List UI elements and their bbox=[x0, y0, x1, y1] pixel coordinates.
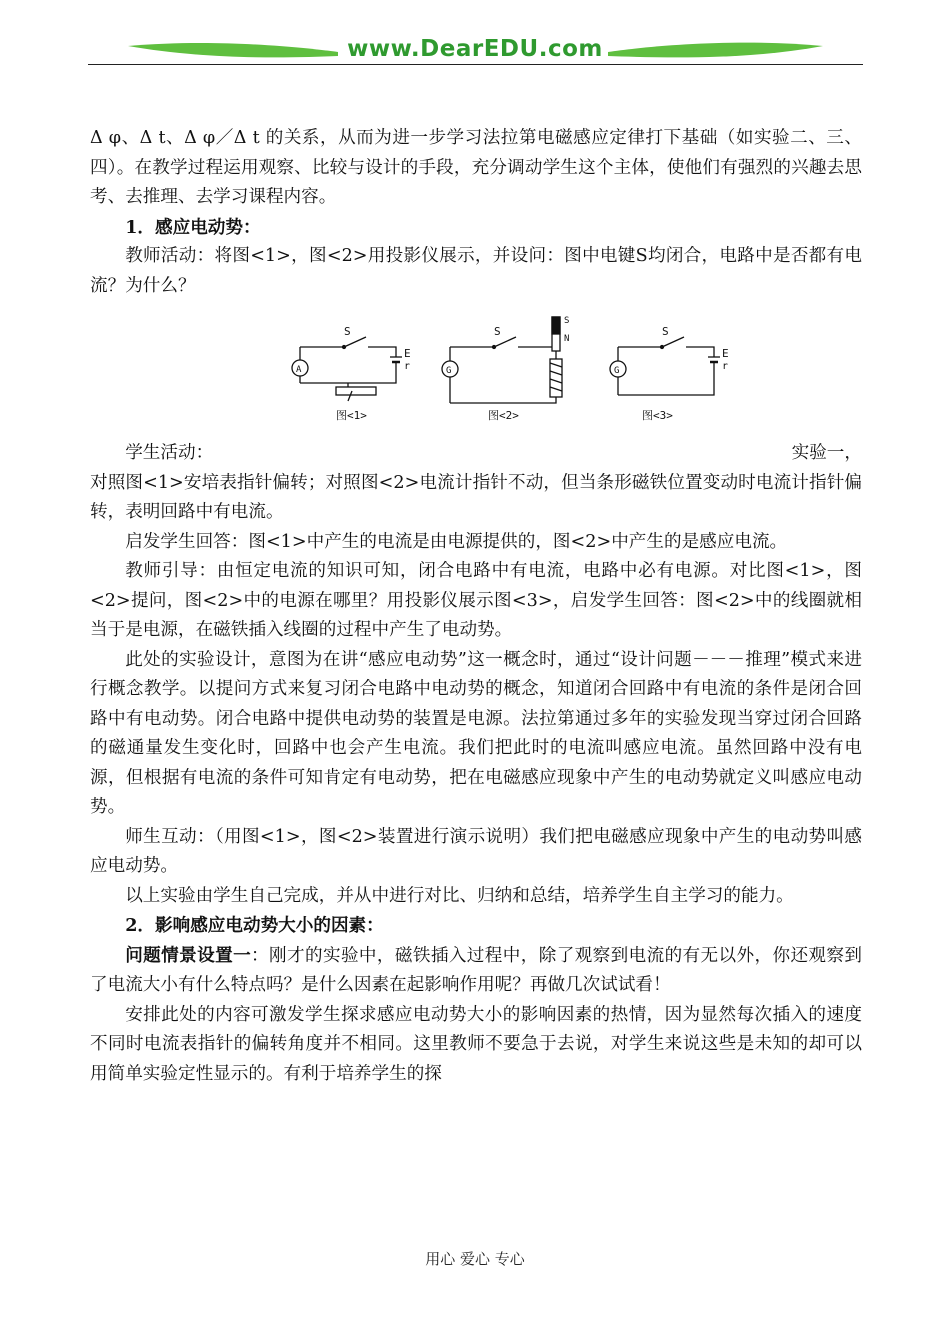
paragraph-teacher-guide: 教师引导：由恒定电流的知识可知，闭合电路中有电流，电路中必有电源。对比图<1>，图<2>提问，图<2>中的电源在哪里？用投影仪展示图<3>，启发学生回答：图<2>中的线圈就相当于是电源，在磁铁插入线圈的过程中产生了电动势。 bbox=[90, 561, 862, 640]
figure-3 bbox=[610, 325, 729, 422]
paragraph-intro: Δ φ、Δ t、Δ φ／Δ t 的关系，从而为进一步学习法拉第电磁感应定律打下基础（如实验二、三、四）。在教学过程运用观察、比较与设计的手段，充分调动学生这个主体，使他们有强烈的兴趣去思考、去推理、去学习课程内容。 bbox=[90, 128, 862, 207]
page-header bbox=[0, 0, 950, 80]
header-rule bbox=[88, 64, 863, 65]
figure-2 bbox=[442, 316, 569, 422]
fig1-caption: 图<1> bbox=[336, 409, 367, 422]
page-footer: 用心 爱心 专心 bbox=[425, 1250, 525, 1268]
document-body bbox=[90, 124, 862, 1089]
paragraph-design-intent: 此处的实验设计，意图为在讲“感应电动势”这一概念时，通过“设计问题－－－推理”模式来进行概念教学。以提问方式来复习闭合电路中电动势的概念，知道闭合回路中有电流的条件是闭合回路中有电动势。闭合电路中提供电动势的装置是电源。法拉第通过多年的实验发现当穿过闭合回路的磁通量发生变化时，回路中也会产生电流。我们把此时的电流叫感应电流。虽然回路中没有电源，但根据有电流的条件可知肯定有电动势，把在电磁感应现象中产生的电动势就定义叫感应电动势。 bbox=[90, 649, 862, 817]
circuit-diagrams bbox=[90, 301, 862, 439]
site-name: www.DearEDU.com bbox=[347, 36, 603, 62]
fig2-switch-label: S bbox=[494, 325, 501, 338]
fig3-r-label: r bbox=[722, 361, 729, 372]
fig1-r-label: r bbox=[404, 361, 411, 372]
fig2-magnet-n: N bbox=[564, 334, 570, 344]
paragraph-scenario-one bbox=[90, 941, 862, 1001]
fig3-switch-label: S bbox=[662, 325, 669, 338]
fig1-meter-label: A bbox=[296, 365, 302, 375]
section-heading-2: 2．影响感应电动势大小的因素： bbox=[125, 915, 384, 936]
student-activity-line bbox=[90, 439, 862, 469]
paragraph-student-activity: 对照图<1>安培表指针偏转；对照图<2>电流计指针不动，但当条形磁铁位置变动时电流计指针偏转，表明回路中有电流。 bbox=[90, 472, 862, 522]
experiment-one-label: 实验一， bbox=[791, 443, 862, 463]
fig3-meter-label: G bbox=[614, 366, 620, 376]
paragraph-arrangement: 安排此处的内容可激发学生探求感应电动势大小的影响因素的热情，因为显然每次插入的速度不同时电流表指针的偏转角度并不相同。这里教师不要急于去说，对学生来说这些是未知的却可以用简单实验定性显示的。有利于培养学生的探 bbox=[90, 1004, 862, 1084]
fig1-switch-label: S bbox=[344, 325, 351, 338]
paragraph-prompt-answer: 启发学生回答：图<1>中产生的电流是由电源提供的，图<2>中产生的是感应电流。 bbox=[125, 531, 788, 552]
section-heading-1: 1．感应电动势： bbox=[125, 216, 261, 238]
fig1-emf-label: E bbox=[404, 347, 411, 360]
figure-1 bbox=[292, 325, 411, 422]
scenario-one-label: 问题情景设置一 bbox=[125, 944, 252, 966]
fig2-meter-label: G bbox=[446, 366, 452, 376]
fig3-caption: 图<3> bbox=[642, 409, 673, 422]
fig2-caption: 图<2> bbox=[488, 409, 519, 422]
fig2-magnet-s: S bbox=[564, 316, 570, 326]
student-activity-label: 学生活动： bbox=[125, 443, 214, 463]
paragraph-interaction: 师生互动：（用图<1>，图<2>装置进行演示说明）我们把电磁感应现象中产生的电动势叫感应电动势。 bbox=[90, 826, 862, 876]
fig3-emf-label: E bbox=[722, 347, 729, 360]
circuit-figures bbox=[288, 311, 748, 429]
paragraph-summary: 以上实验由学生自己完成，并从中进行对比、归纳和总结，培养学生自主学习的能力。 bbox=[125, 885, 794, 906]
paragraph-teacher-activity: 教师活动：将图<1>，图<2>用投影仪展示，并设问：图中电键S均闭合，电路中是否都有电流？为什么？ bbox=[90, 246, 862, 296]
scenario-one-text: ：刚才的实验中，磁铁插入过程中，除了观察到电流的有无以外，你还观察到了电流大小有什么特点吗？是什么因素在起影响作用呢？再做几次试试看！ bbox=[90, 945, 862, 995]
